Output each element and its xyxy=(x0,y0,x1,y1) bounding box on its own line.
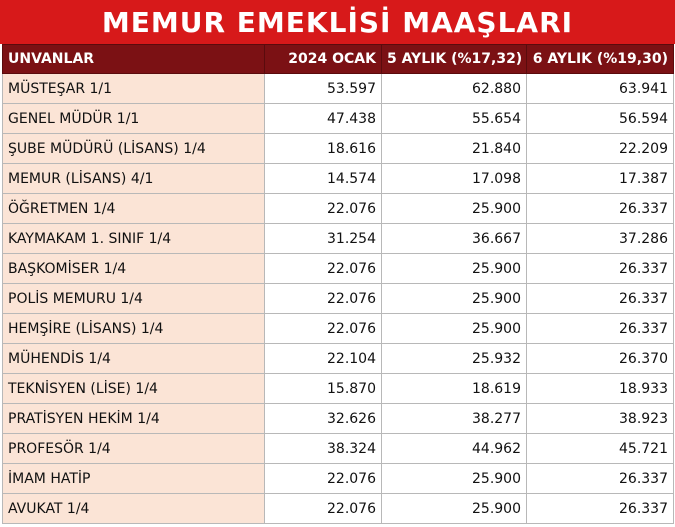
table-row xyxy=(3,434,674,464)
january-2024-cell: 14.574 xyxy=(265,164,382,194)
january-2024-cell: 22.076 xyxy=(265,194,382,224)
january-2024-cell: 22.076 xyxy=(265,314,382,344)
title-cell: AVUKAT 1/4 xyxy=(3,494,265,524)
five-month-cell: 25.900 xyxy=(382,284,527,314)
five-month-cell: 25.932 xyxy=(382,344,527,374)
six-month-cell: 56.594 xyxy=(527,104,674,134)
five-month-cell: 25.900 xyxy=(382,464,527,494)
five-month-cell: 62.880 xyxy=(382,74,527,104)
six-month-cell: 17.387 xyxy=(527,164,674,194)
table-row xyxy=(3,254,674,284)
five-month-cell: 38.277 xyxy=(382,404,527,434)
six-month-cell: 26.337 xyxy=(527,284,674,314)
table-row xyxy=(3,224,674,254)
salary-table xyxy=(2,44,674,524)
five-month-cell: 17.098 xyxy=(382,164,527,194)
column-header-5-month: 5 AYLIK (%17,32) xyxy=(382,45,527,74)
six-month-cell: 18.933 xyxy=(527,374,674,404)
table-row xyxy=(3,164,674,194)
six-month-cell: 37.286 xyxy=(527,224,674,254)
column-header-titles: UNVANLAR xyxy=(3,45,265,74)
five-month-cell: 18.619 xyxy=(382,374,527,404)
six-month-cell: 26.337 xyxy=(527,254,674,284)
six-month-cell: 45.721 xyxy=(527,434,674,464)
five-month-cell: 44.962 xyxy=(382,434,527,464)
six-month-cell: 26.370 xyxy=(527,344,674,374)
table-row xyxy=(3,104,674,134)
table-row xyxy=(3,284,674,314)
table-row xyxy=(3,404,674,434)
january-2024-cell: 31.254 xyxy=(265,224,382,254)
title-cell: GENEL MÜDÜR 1/1 xyxy=(3,104,265,134)
title-cell: BAŞKOMİSER 1/4 xyxy=(3,254,265,284)
table-row xyxy=(3,344,674,374)
five-month-cell: 25.900 xyxy=(382,314,527,344)
title-cell: MÜHENDİS 1/4 xyxy=(3,344,265,374)
table-row xyxy=(3,74,674,104)
january-2024-cell: 22.076 xyxy=(265,464,382,494)
january-2024-cell: 38.324 xyxy=(265,434,382,464)
table-row xyxy=(3,134,674,164)
table-row xyxy=(3,194,674,224)
table-row xyxy=(3,464,674,494)
table-row xyxy=(3,494,674,524)
five-month-cell: 55.654 xyxy=(382,104,527,134)
table-row xyxy=(3,374,674,404)
six-month-cell: 38.923 xyxy=(527,404,674,434)
table-header-row xyxy=(3,45,674,74)
january-2024-cell: 53.597 xyxy=(265,74,382,104)
six-month-cell: 63.941 xyxy=(527,74,674,104)
six-month-cell: 26.337 xyxy=(527,194,674,224)
january-2024-cell: 15.870 xyxy=(265,374,382,404)
january-2024-cell: 18.616 xyxy=(265,134,382,164)
page-title: MEMUR EMEKLİSİ MAAŞLARI xyxy=(0,0,675,44)
table-body xyxy=(3,74,674,524)
six-month-cell: 22.209 xyxy=(527,134,674,164)
title-cell: PROFESÖR 1/4 xyxy=(3,434,265,464)
title-cell: KAYMAKAM 1. SINIF 1/4 xyxy=(3,224,265,254)
january-2024-cell: 22.076 xyxy=(265,494,382,524)
title-cell: TEKNİSYEN (LİSE) 1/4 xyxy=(3,374,265,404)
table-row xyxy=(3,314,674,344)
title-cell: ŞUBE MÜDÜRÜ (LİSANS) 1/4 xyxy=(3,134,265,164)
five-month-cell: 25.900 xyxy=(382,494,527,524)
five-month-cell: 25.900 xyxy=(382,254,527,284)
five-month-cell: 36.667 xyxy=(382,224,527,254)
six-month-cell: 26.337 xyxy=(527,494,674,524)
five-month-cell: 21.840 xyxy=(382,134,527,164)
six-month-cell: 26.337 xyxy=(527,314,674,344)
five-month-cell: 25.900 xyxy=(382,194,527,224)
january-2024-cell: 22.076 xyxy=(265,254,382,284)
title-cell: POLİS MEMURU 1/4 xyxy=(3,284,265,314)
january-2024-cell: 32.626 xyxy=(265,404,382,434)
title-cell: PRATİSYEN HEKİM 1/4 xyxy=(3,404,265,434)
january-2024-cell: 22.104 xyxy=(265,344,382,374)
column-header-6-month: 6 AYLIK (%19,30) xyxy=(527,45,674,74)
january-2024-cell: 47.438 xyxy=(265,104,382,134)
six-month-cell: 26.337 xyxy=(527,464,674,494)
column-header-january-2024: 2024 OCAK xyxy=(265,45,382,74)
title-cell: HEMŞİRE (LİSANS) 1/4 xyxy=(3,314,265,344)
title-cell: MÜSTEŞAR 1/1 xyxy=(3,74,265,104)
title-cell: ÖĞRETMEN 1/4 xyxy=(3,194,265,224)
title-cell: MEMUR (LİSANS) 4/1 xyxy=(3,164,265,194)
january-2024-cell: 22.076 xyxy=(265,284,382,314)
title-cell: İMAM HATİP xyxy=(3,464,265,494)
